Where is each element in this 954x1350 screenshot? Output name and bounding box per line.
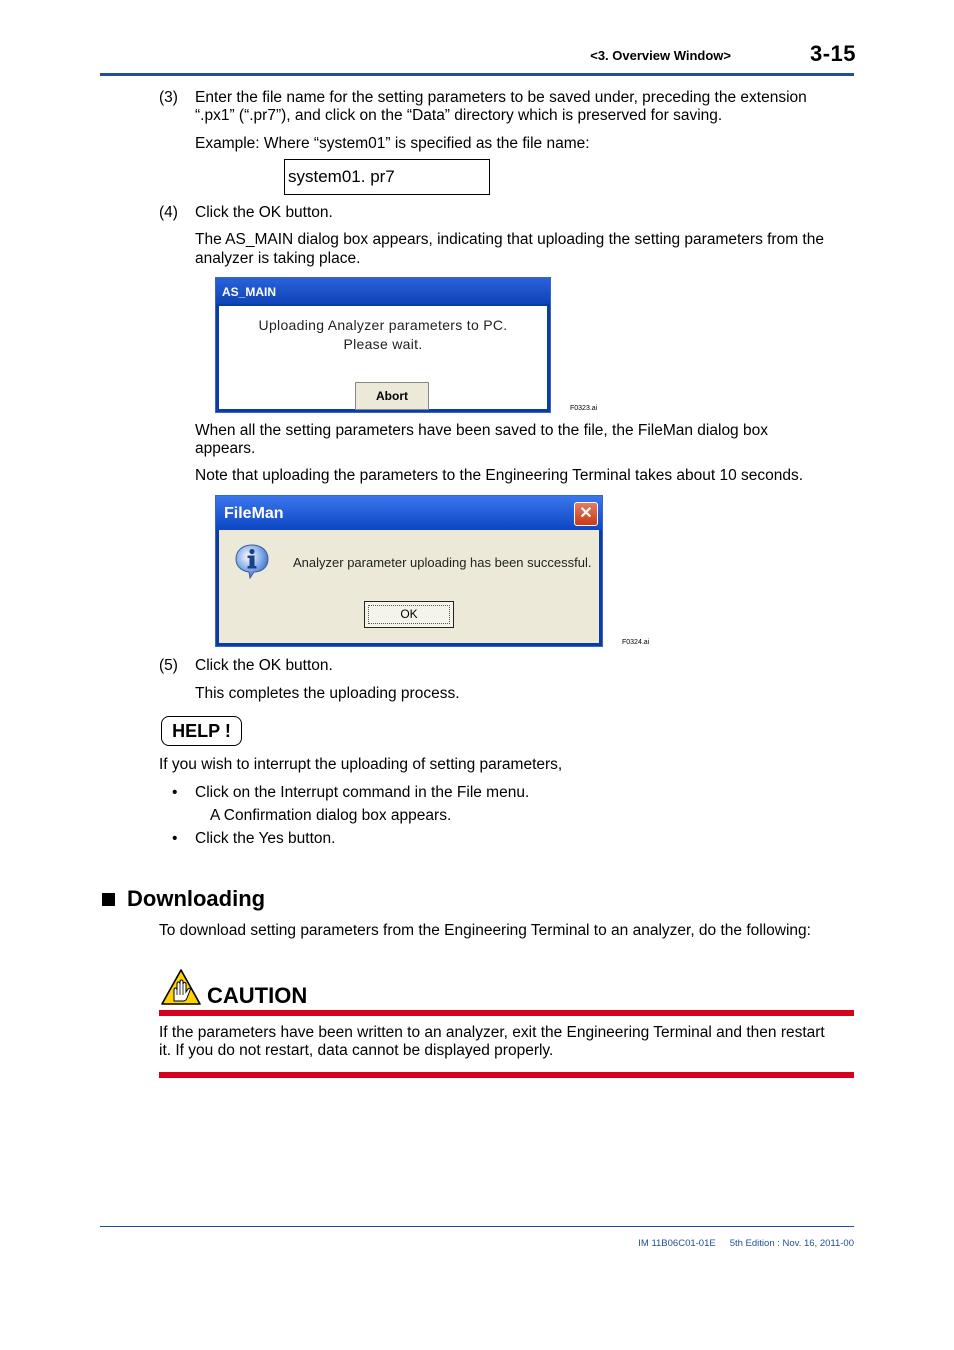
caution-hand-icon <box>160 968 202 1006</box>
step-3-number: (3) <box>159 89 178 106</box>
close-icon[interactable]: ✕ <box>574 502 598 526</box>
help-intro: If you wish to interrupt the uploading of setting parameters, <box>159 756 563 773</box>
help-bullet-1: Click on the Interrupt command in the File menu. <box>195 784 530 801</box>
bullet-1-marker: • <box>172 784 178 801</box>
step-3-text-line2: “.px1” (“.pr7”), and click on the “Data” directory which is preserved for saving. <box>195 107 723 124</box>
caution-heading: CAUTION <box>207 983 308 1008</box>
fileman-dialog-title: FileMan <box>216 496 602 530</box>
fileman-dialog <box>215 495 603 647</box>
fileman-dialog-body <box>219 530 599 643</box>
footer-edition: 5th Edition : Nov. 16, 2011-00 <box>729 1238 854 1249</box>
bullet-2-marker: • <box>172 830 178 847</box>
asmain-dialog <box>215 277 551 413</box>
after-text-line1: When all the setting parameters have been saved to the file, the FileMan dialog box <box>195 422 768 439</box>
upload-time-note: Note that uploading the parameters to the Engineering Terminal takes about 10 seconds. <box>195 467 804 484</box>
help-badge: HELP ! <box>161 716 242 746</box>
running-header-section: <3. Overview Window> <box>590 48 731 63</box>
downloading-heading: Downloading <box>127 886 266 911</box>
asmain-dialog-body <box>219 306 547 409</box>
step-5-desc: This completes the uploading process. <box>195 685 460 702</box>
page-number: 3-15 <box>810 41 857 66</box>
step-4-number: (4) <box>159 204 178 221</box>
step-5-text: Click the OK button. <box>195 657 333 674</box>
step-4-desc-line2: analyzer is taking place. <box>195 250 361 267</box>
abort-button[interactable]: Abort <box>355 382 429 410</box>
step-4-desc-line1: The AS_MAIN dialog box appears, indicating that uploading the setting parameters from the <box>195 231 824 248</box>
filename-example-box: system01. pr7 <box>284 159 490 195</box>
example-text: Example: Where “system01” is specified as the file name: <box>195 135 590 152</box>
header-rule <box>100 73 854 76</box>
info-icon <box>233 542 271 580</box>
figure-label-f0323: F0323.ai <box>570 405 598 412</box>
footer <box>624 1238 854 1249</box>
ok-button[interactable]: OK <box>364 601 454 628</box>
footer-rule <box>100 1226 854 1227</box>
asmain-dialog-title: AS_MAIN <box>216 278 550 304</box>
downloading-text: To download setting parameters from the Engineering Terminal to an analyzer, do the following: <box>159 922 811 939</box>
fileman-dialog-message: Analyzer parameter uploading has been successful. <box>293 555 592 570</box>
caution-text-line2: it. If you do not restart, data cannot be displayed properly. <box>159 1042 554 1059</box>
caution-text-line1: If the parameters have been written to an analyzer, exit the Engineering Terminal and then restart <box>159 1024 825 1041</box>
asmain-dialog-message <box>219 316 547 354</box>
section-square-icon <box>102 893 115 906</box>
footer-doc-id: IM 11B06C01-01E <box>638 1238 716 1249</box>
figure-label-f0324: F0324.ai <box>622 639 650 646</box>
caution-bottom-bar <box>159 1072 854 1078</box>
step-4-text: Click the OK button. <box>195 204 333 221</box>
step-3-text-line1: Enter the file name for the setting parameters to be saved under, preceding the extension <box>195 89 807 106</box>
help-bullet-1-sub: A Confirmation dialog box appears. <box>210 807 452 824</box>
after-text-line2: appears. <box>195 440 256 457</box>
asmain-message-line1: Uploading Analyzer parameters to PC. <box>258 317 508 333</box>
step-5-number: (5) <box>159 657 178 674</box>
asmain-message-line2: Please wait. <box>343 336 423 352</box>
caution-top-bar <box>159 1010 854 1016</box>
help-bullet-2: Click the Yes button. <box>195 830 336 847</box>
